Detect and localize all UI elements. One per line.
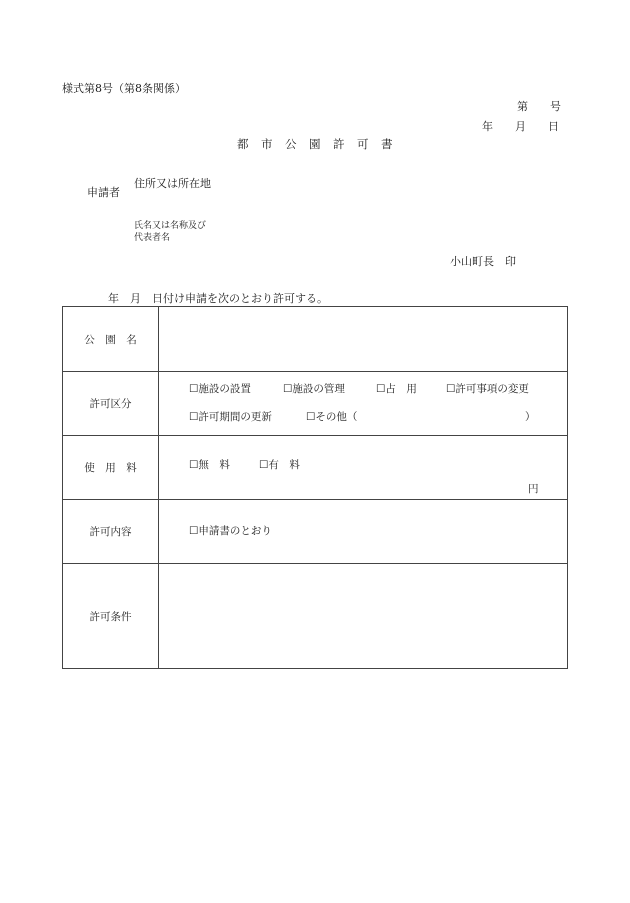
permit-type-option-other[interactable]: ☐その他（ [306, 411, 358, 423]
park-name-field[interactable] [159, 307, 568, 372]
content-option-as-application[interactable]: ☐申請書のとおり [189, 525, 272, 537]
table-row-conditions [63, 564, 568, 669]
park-name-label: 公 園 名 [63, 307, 159, 372]
conditions-field[interactable] [159, 564, 568, 669]
permit-type-option-installation[interactable]: ☐施設の設置 [189, 383, 251, 395]
fee-field [159, 436, 568, 500]
address-label: 住所又は所在地 [134, 177, 211, 190]
permit-type-field [159, 372, 568, 436]
permit-statement: 年 月 日付け申請を次のとおり許可する。 [108, 292, 328, 305]
table-row-permit-type [63, 372, 568, 436]
permit-type-option-management[interactable]: ☐施設の管理 [283, 383, 345, 395]
table-row-content [63, 500, 568, 564]
permit-table [62, 306, 568, 669]
permit-type-option-change[interactable]: ☐許可事項の変更 [446, 383, 529, 395]
mayor-signature-line: 小山町長 印 [450, 255, 516, 268]
fee-unit: 円 [528, 483, 539, 495]
permit-type-label: 許可区分 [63, 372, 159, 436]
table-row-fee [63, 436, 568, 500]
fee-option-free[interactable]: ☐無 料 [189, 459, 230, 471]
name-label: 氏名又は名称及び代表者名 [134, 221, 207, 243]
issue-date-line: 年 月 日 [482, 120, 559, 133]
content-label: 許可内容 [63, 500, 159, 564]
permit-type-option-occupancy[interactable]: ☐占 用 [376, 383, 417, 395]
page-title: 都 市 公 園 許 可 書 [237, 137, 393, 151]
table-row-park-name [63, 307, 568, 372]
applicant-label: 申請者 [87, 186, 120, 199]
fee-label: 使 用 料 [63, 436, 159, 500]
fee-option-paid[interactable]: ☐有 料 [259, 459, 300, 471]
document-number-line: 第 号 [517, 100, 561, 113]
form-number-label: 様式第8号（第8条関係） [62, 82, 186, 95]
other-close-paren: ） [525, 411, 536, 423]
conditions-label: 許可条件 [63, 564, 159, 669]
permit-type-option-renewal[interactable]: ☐許可期間の更新 [189, 411, 272, 423]
content-field [159, 500, 568, 564]
